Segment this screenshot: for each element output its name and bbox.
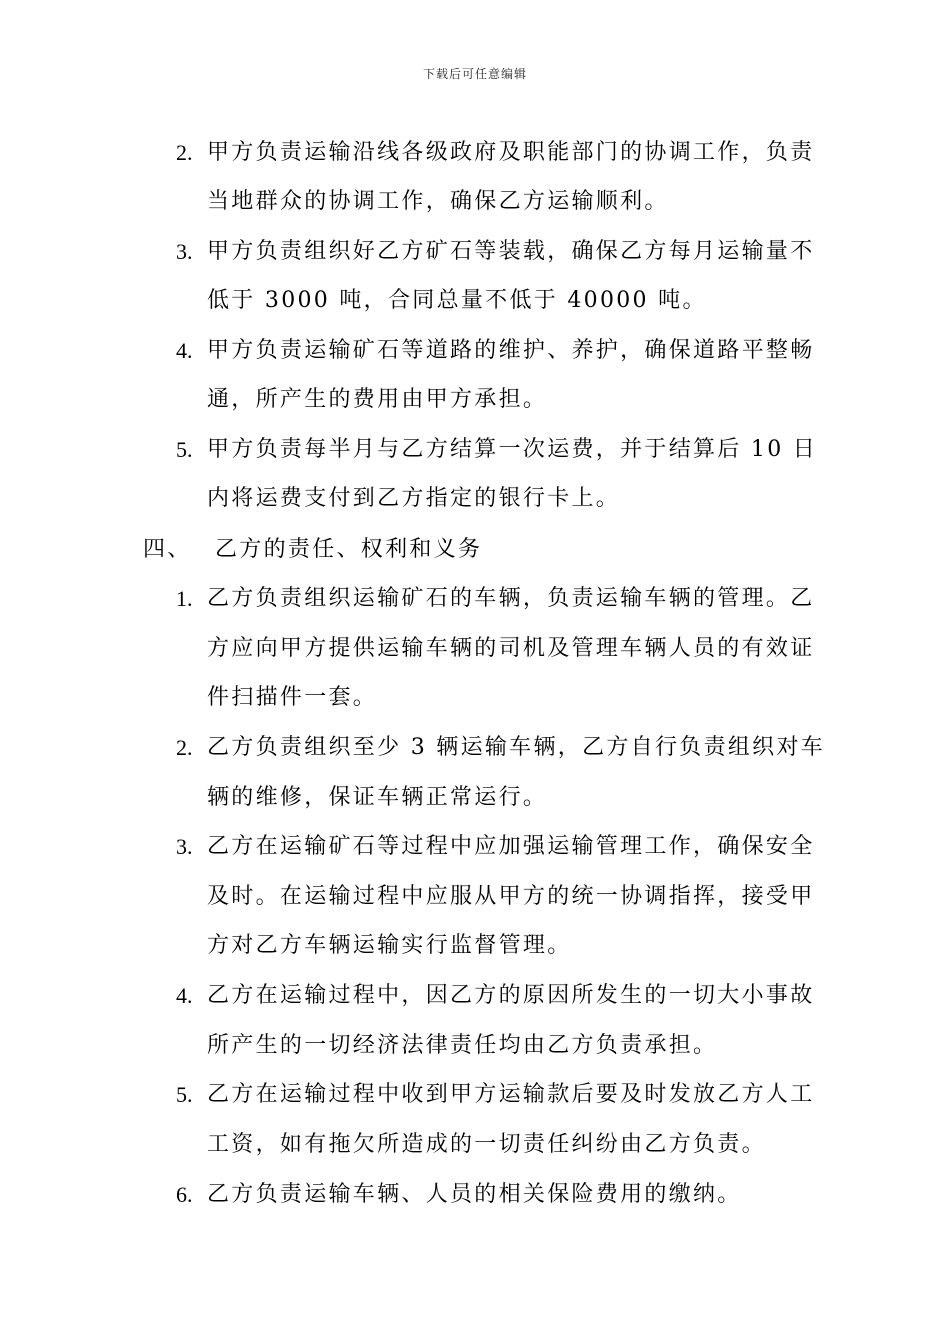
item-text-line: 工资，如有拖欠所造成的一切责任纠纷由乙方负责。	[207, 1132, 766, 1157]
page-header-watermark: 下载后可任意编辑	[422, 67, 527, 81]
item-text-line: 甲方负责运输沿线各级政府及职能部门的协调工作，负责	[207, 140, 815, 165]
item-number: 4.	[176, 983, 193, 1008]
item-text-line: 件扫描件一套。	[207, 685, 378, 710]
item-number: 5.	[176, 437, 193, 462]
item-text-line: 乙方负责组织运输矿石的车辆，负责运输车辆的管理。乙	[207, 586, 815, 611]
item-text-line: 甲方负责运输矿石等道路的维护、养护，确保道路平整畅	[207, 338, 815, 363]
item-number: 5.	[176, 1082, 193, 1107]
item-text-line: 通，所产生的费用由甲方承担。	[207, 387, 548, 412]
item-number: 2.	[176, 735, 193, 760]
item-text-line: 及时。在运输过程中应服从甲方的统一协调指挥，接受甲	[207, 884, 815, 909]
item-text-line: 乙方负责运输车辆、人员的相关保险费用的缴纳。	[207, 1182, 742, 1207]
item-number: 3.	[176, 834, 193, 859]
item-text-line: 乙方在运输矿石等过程中应加强运输管理工作，确保安全	[207, 834, 815, 859]
item-text-line: 乙方在运输过程中收到甲方运输款后要及时发放乙方人工	[207, 1082, 815, 1107]
item-text-line: 辆的维修，保证车辆正常运行。	[207, 785, 548, 810]
item-number: 2.	[176, 140, 193, 165]
item-text-line: 乙方在运输过程中，因乙方的原因所发生的一切大小事故	[207, 983, 815, 1008]
item-text-line: 方应向甲方提供运输车辆的司机及管理车辆人员的有效证	[207, 636, 815, 661]
item-text-line: 乙方负责组织至少 3 辆运输车辆，乙方自行负责组织对车	[207, 735, 826, 760]
item-text-line: 当地群众的协调工作，确保乙方运输顺利。	[207, 189, 669, 214]
item-text-line: 甲方负责组织好乙方矿石等装载，确保乙方每月运输量不	[207, 239, 815, 264]
item-text-line: 内将运费支付到乙方指定的银行卡上。	[207, 486, 621, 511]
item-text-line: 方对乙方车辆运输实行监督管理。	[207, 933, 572, 958]
section-title: 乙方的责任、权利和义务	[215, 537, 483, 562]
item-number: 1.	[176, 586, 193, 611]
section-number: 四、	[143, 537, 192, 562]
item-number: 6.	[176, 1182, 193, 1207]
item-number: 3.	[176, 239, 193, 264]
item-text-line: 甲方负责每半月与乙方结算一次运费，并于结算后 10 日	[207, 437, 818, 462]
item-number: 4.	[176, 338, 193, 363]
item-text-line: 所产生的一切经济法律责任均由乙方负责承担。	[207, 1033, 718, 1058]
item-text-line: 低于 3000 吨，合同总量不低于 40000 吨。	[207, 288, 707, 313]
